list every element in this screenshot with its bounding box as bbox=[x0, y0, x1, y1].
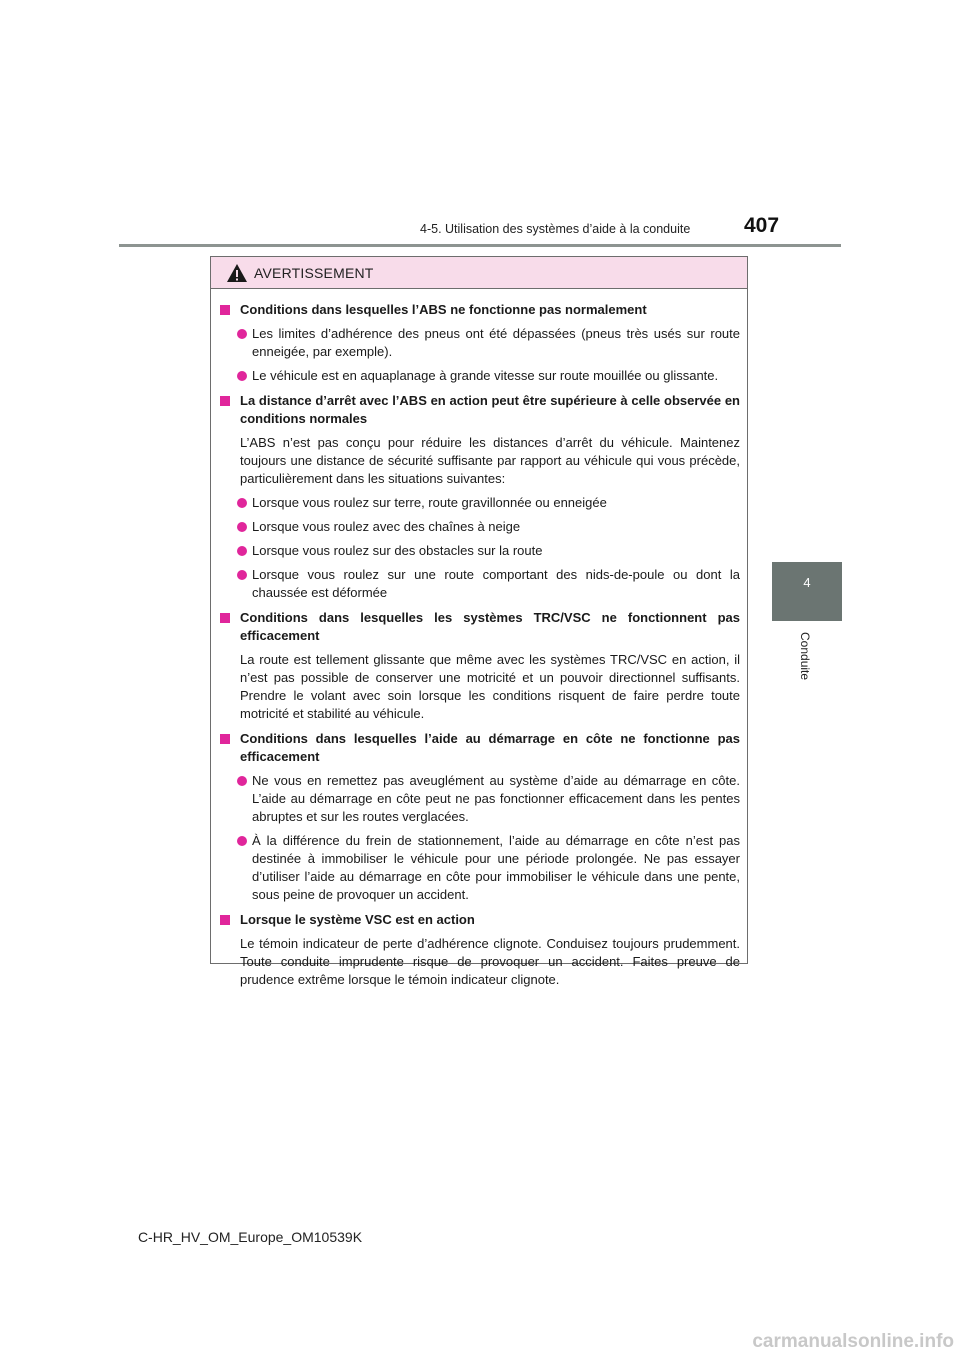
section-paragraph: L’ABS n’est pas conçu pour réduire les distances d’arrêt du véhicule. Maintenez toujours une distance de sécurité suffisante par rapport au véhicule qui vous précède, particulièrement dans les situations suivantes: bbox=[240, 435, 740, 486]
page-number: 407 bbox=[744, 214, 780, 237]
section-trc-vsc bbox=[220, 609, 740, 723]
header-section-title: 4-5. Utilisation des systèmes d’aide à la conduite bbox=[420, 222, 691, 236]
section-heading-text: Conditions dans lesquelles les systèmes TRC/VSC ne fonctionnent pas efficacement bbox=[240, 610, 740, 643]
section-abs-conditions bbox=[220, 301, 740, 385]
section-heading-text: La distance d’arrêt avec l’ABS en action peut être supérieure à celle observée en conditions normales bbox=[240, 393, 740, 426]
list-item-text: Ne vous en remettez pas aveuglément au système d’aide au démarrage en côte. L’aide au démarrage en côte peut ne pas fonctionner efficacement dans les pentes abruptes et sur les routes verglacées. bbox=[252, 773, 740, 824]
warning-body bbox=[211, 289, 747, 989]
section-heading bbox=[220, 301, 740, 319]
warning-title: AVERTISSEMENT bbox=[254, 264, 374, 281]
list-item bbox=[220, 832, 740, 904]
list-item-text: Lorsque vous roulez sur des obstacles sur la route bbox=[252, 543, 543, 558]
bullet-dot-icon bbox=[237, 329, 247, 339]
section-marker-icon bbox=[220, 305, 230, 315]
chapter-number: 4 bbox=[803, 575, 811, 590]
list-item-text: Lorsque vous roulez sur une route comportant des nids-de-poule ou dont la chaussée est déformée bbox=[252, 567, 740, 600]
section-heading bbox=[220, 609, 740, 645]
list-item bbox=[220, 325, 740, 361]
list-item-text: À la différence du frein de stationnement, l’aide au démarrage en côte n’est pas destinée à immobiliser le véhicule pour une période prolongée. Ne pas essayer d’utiliser l’aide au démarrage en côte pour immobiliser le véhicule dans une pente, sous peine de provoquer un accident. bbox=[252, 833, 740, 902]
watermark: carmanualsonline.info bbox=[752, 1331, 954, 1352]
section-hill-start-assist bbox=[220, 730, 740, 904]
list-item bbox=[220, 518, 740, 536]
warning-box bbox=[210, 256, 748, 987]
list-item bbox=[220, 542, 740, 560]
warning-triangle-icon bbox=[226, 263, 248, 283]
section-paragraph: Le témoin indicateur de perte d’adhérence clignote. Conduisez toujours prudemment. Toute conduite imprudente risque de provoquer un accident. Faites preuve de prudence extrême lorsque le témoin indicateur clignote. bbox=[240, 936, 740, 987]
section-heading-text: Conditions dans lesquelles l’ABS ne fonctionne pas normalement bbox=[240, 302, 647, 317]
section-paragraph: La route est tellement glissante que même avec les systèmes TRC/VSC en action, il n’est pas possible de conserver une motricité et un pouvoir directionnel suffisants. Prendre le volant avec soin lorsque les conditions risquent de faire perdre toute motricité et stabilité au véhicule. bbox=[240, 652, 740, 721]
section-abs-stopping-distance bbox=[220, 392, 740, 602]
section-marker-icon bbox=[220, 734, 230, 744]
section-marker-icon bbox=[220, 613, 230, 623]
section-heading-text: Conditions dans lesquelles l’aide au démarrage en côte ne fonctionne pas efficacement bbox=[240, 731, 740, 764]
bullet-dot-icon bbox=[237, 546, 247, 556]
section-marker-icon bbox=[220, 915, 230, 925]
chapter-tab[interactable] bbox=[772, 562, 842, 621]
section-heading-text: Lorsque le système VSC est en action bbox=[240, 912, 475, 927]
list-item bbox=[220, 367, 740, 385]
bullet-dot-icon bbox=[237, 776, 247, 786]
section-heading bbox=[220, 392, 740, 428]
section-marker-icon bbox=[220, 396, 230, 406]
section-heading bbox=[220, 911, 740, 929]
bullet-dot-icon bbox=[237, 522, 247, 532]
bullet-dot-icon bbox=[237, 836, 247, 846]
bullet-dot-icon bbox=[237, 498, 247, 508]
list-item bbox=[220, 772, 740, 826]
list-item-text: Les limites d’adhérence des pneus ont été dépassées (pneus très usés sur route enneigée, par exemple). bbox=[252, 326, 740, 359]
list-item-text: Le véhicule est en aquaplanage à grande vitesse sur route mouillée ou glissante. bbox=[252, 368, 719, 383]
list-item bbox=[220, 494, 740, 512]
bullet-dot-icon bbox=[237, 371, 247, 381]
bullet-dot-icon bbox=[237, 570, 247, 580]
list-item bbox=[220, 566, 740, 602]
warning-header bbox=[211, 257, 747, 289]
section-vsc-active bbox=[220, 911, 740, 989]
section-heading bbox=[220, 730, 740, 766]
list-item-text: Lorsque vous roulez avec des chaînes à neige bbox=[252, 519, 521, 534]
chapter-label: Conduite bbox=[798, 632, 812, 681]
header-rule bbox=[119, 244, 841, 247]
document-id: C-HR_HV_OM_Europe_OM10539K bbox=[137, 1229, 363, 1245]
list-item-text: Lorsque vous roulez sur terre, route gravillonnée ou enneigée bbox=[252, 495, 607, 510]
